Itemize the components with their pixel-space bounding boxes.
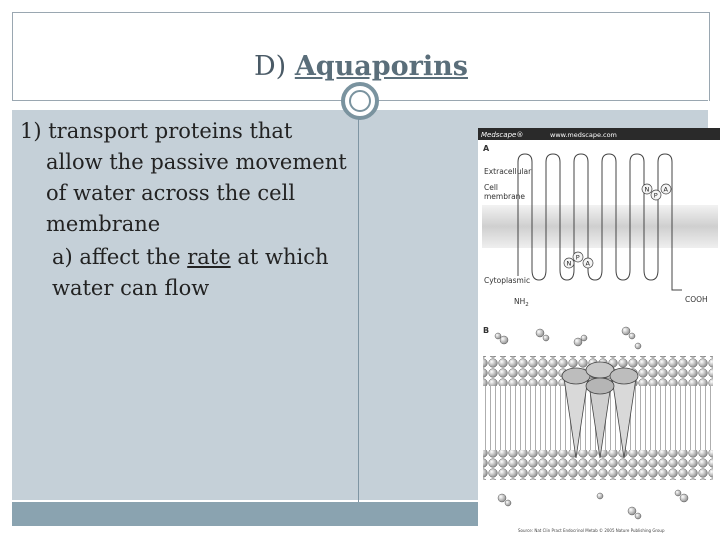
npa-bottom-p: P [575,253,580,262]
npa-bottom-a: A [585,259,590,268]
water-molecule-icon [675,490,681,496]
body-text [20,116,350,304]
water-molecule-icon [581,335,587,341]
cooh-label: COOH [685,295,708,304]
channel-pore-4-icon [586,378,614,394]
column-divider [358,110,359,502]
bilayer-inner-heads [483,450,713,480]
water-molecule-icon [628,507,636,515]
cell-label: Cell [484,183,499,192]
membrane-label: membrane [484,192,526,201]
panel-a-label: A [483,144,490,153]
panel-b-label: B [483,326,490,335]
water-molecule-icon [574,338,582,346]
channel-pore-3-icon [610,368,638,384]
bullet-1: 1) transport proteins that allow the passive movement of water across the cell membrane [20,119,347,236]
water-molecule-icon [597,493,603,499]
water-molecule-icon [622,327,630,335]
water-molecule-icon [505,500,511,506]
water-molecule-icon [680,494,688,502]
npa-bottom-n: N [566,259,572,268]
npa-motif-bottom [564,252,593,268]
aquaporin-figure [478,128,720,540]
water-molecule-icon [543,335,549,341]
figure-source: Source: Nat Clin Pract Endocrinol Metab © 2005 Nature Publishing Group [518,528,665,533]
title-prefix: D) [254,51,287,82]
water-molecule-icon [629,333,635,339]
npa-top-p: P [653,191,658,200]
water-molecule-icon [495,333,501,339]
cell-membrane-band [482,205,718,248]
bullet-2 [20,242,350,304]
npa-top-n: N [644,185,650,194]
cytoplasmic-label: Cytoplasmic [484,276,531,285]
extracellular-label: Extracellular [484,167,532,176]
npa-top-a: A [663,185,668,194]
water-molecule-icon [500,336,508,344]
slide-title [13,51,709,82]
nh2-subscript: 2 [525,302,529,308]
medscape-url: www.medscape.com [550,131,617,139]
bullet-2-start: a) affect the [52,245,181,269]
title-word: Aquaporins [294,51,468,82]
circle-ornament-icon [341,82,379,120]
nh2-text: NH [514,297,526,306]
nh2-label [514,297,529,308]
bullet-2-underlined: rate [187,245,231,269]
water-molecule-icon [635,343,641,349]
medscape-logo: Medscape® [481,131,524,139]
water-molecule-icon [498,494,506,502]
water-molecule-icon [635,513,641,519]
npa-motif-top [642,184,671,200]
bullet-2-end: at which water can flow [52,245,329,300]
water-molecule-icon [536,329,544,337]
